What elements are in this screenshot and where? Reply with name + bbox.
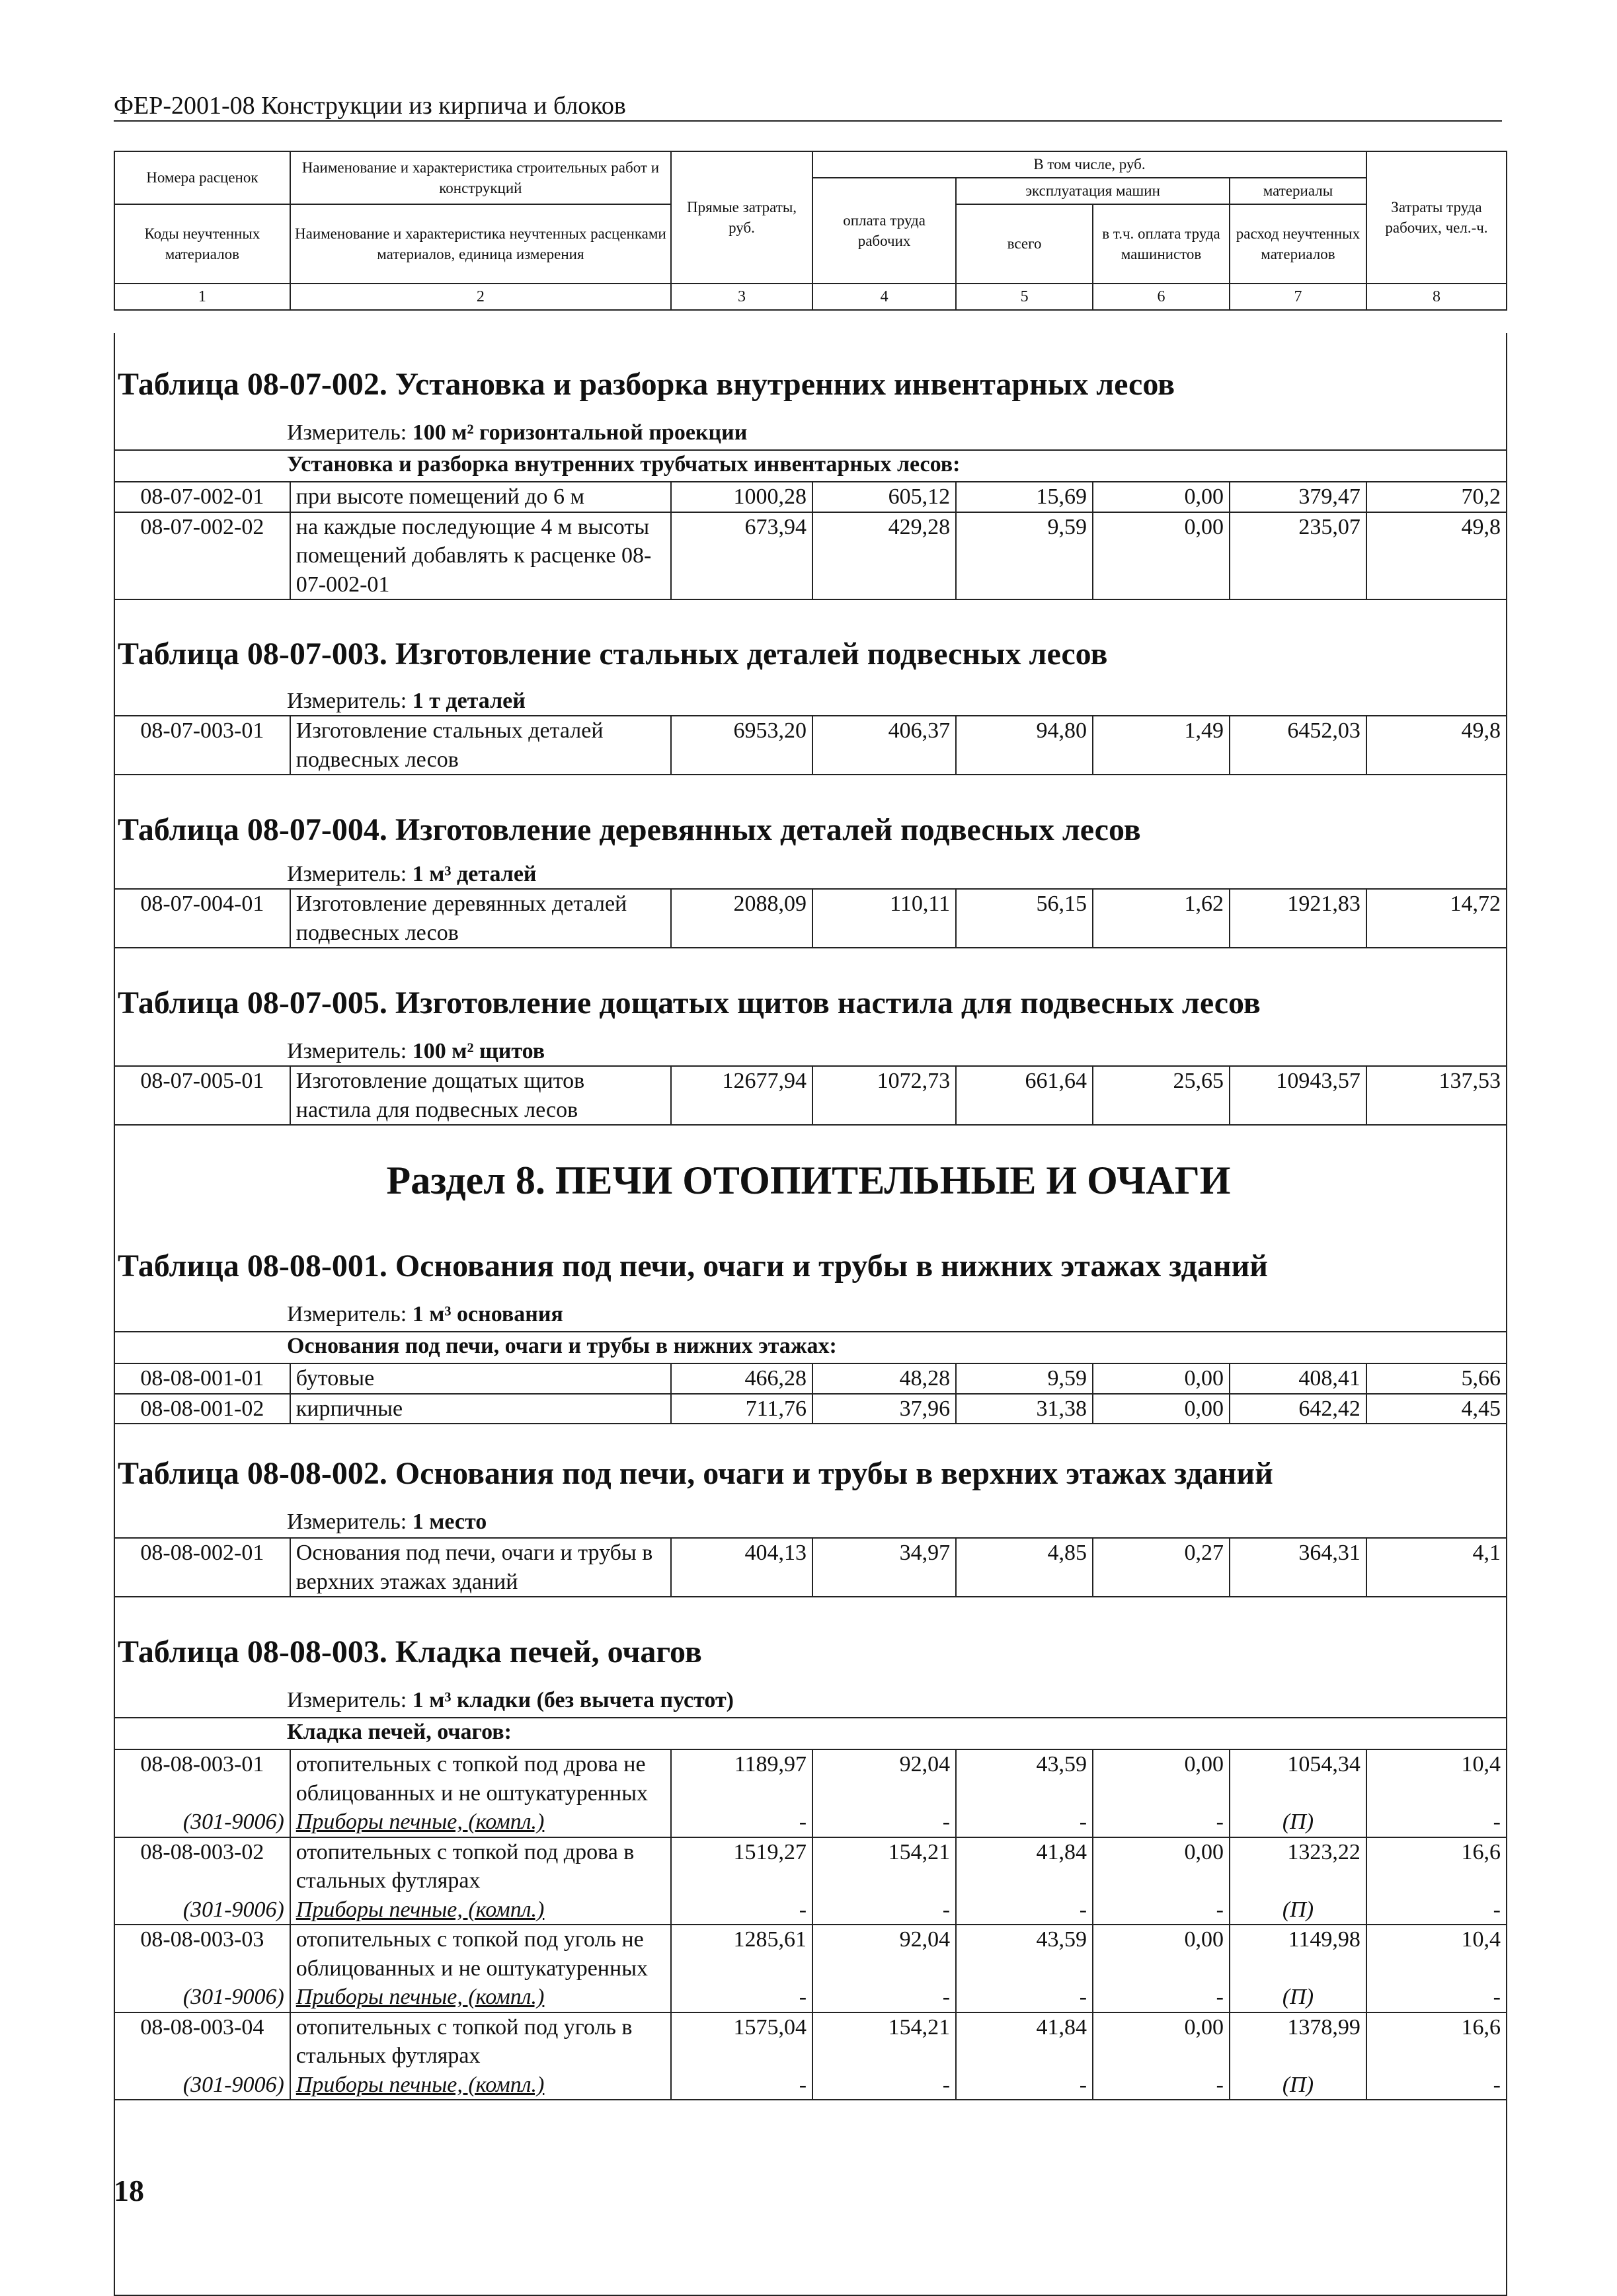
material-row [114,2071,1507,2100]
column-number: 2 [290,284,671,310]
material-value: - [1093,1895,1230,1925]
rate-row [114,1394,1507,1424]
meter-value: 1 м³ деталей [412,862,537,886]
material-value: - [1093,1808,1230,1837]
rate-value: 154,21 [812,2012,956,2071]
rate-value: 1519,27 [671,1837,812,1895]
rate-value: 43,59 [956,1749,1093,1808]
rate-value: 14,72 [1366,889,1507,948]
material-value: - [671,2071,812,2100]
rate-value: 37,96 [812,1394,956,1424]
rate-value: 0,00 [1093,1837,1230,1895]
rate-value: 41,84 [956,1837,1093,1895]
column-number: 7 [1230,284,1366,310]
rate-name: Основания под печи, очаги и трубы в верхних этажах зданий [290,1538,671,1597]
rate-value: 1000,28 [671,482,812,512]
rate-name: при высоте помещений до 6 м [290,482,671,512]
meter-label: Измеритель: [287,1302,407,1326]
rate-row [114,1363,1507,1394]
meter-label: Измеритель: [287,862,407,886]
rate-code: 08-08-001-02 [114,1394,290,1424]
rate-row [114,1837,1507,1895]
material-code: (301-9006) [114,2071,290,2100]
rate-value: 4,45 [1366,1394,1507,1424]
rates-table-08-08-001 [114,1363,1507,1424]
material-value: - [956,1983,1093,2012]
rate-value: 94,80 [956,716,1093,775]
meter-label: Измеритель: [287,1688,407,1712]
material-value: - [671,1895,812,1925]
rates-table-08-08-002 [114,1537,1507,1597]
column-number: 8 [1366,284,1507,310]
rate-value: 10943,57 [1230,1066,1366,1125]
rate-value: 16,6 [1366,2012,1507,2071]
material-code: (301-9006) [114,1808,290,1837]
material-value: - [1366,2071,1507,2100]
material-row [114,1895,1507,1925]
rate-name: отопительных с топкой под уголь не облицованных и не оштукатуренных [290,1925,671,1983]
meter-value: 1 м³ основания [412,1302,563,1326]
page-number: 18 [114,2174,144,2207]
rate-value: 1921,83 [1230,889,1366,948]
column-header-table [114,151,1507,311]
meter-value: 1 т деталей [412,689,526,713]
material-name [290,1983,671,2012]
table-title-08-07-004: Таблица 08-07-004. Изготовление деревянных деталей подвесных лесов [118,812,1141,847]
rate-value: 1378,99 [1230,2012,1366,2071]
table-title-08-08-003: Таблица 08-08-003. Кладка печей, очагов [118,1634,702,1669]
meter-08-07-005 [287,1039,545,1064]
meter-08-08-001 [287,1302,563,1327]
header-material-names: Наименование и характеристика неучтенных расценками материалов, единица измерения [290,204,671,284]
rate-value: 0,00 [1093,1925,1230,1983]
rate-value: 1575,04 [671,2012,812,2071]
rate-value: 10,4 [1366,1925,1507,1983]
rate-value: 0,00 [1093,1363,1230,1394]
material-value: - [1366,1983,1507,2012]
meter-value: 1 место [412,1510,487,1534]
meter-label: Измеритель: [287,420,407,445]
column-number: 5 [956,284,1093,310]
meter-value: 100 м² горизонтальной проекции [412,420,748,445]
rate-value: 110,11 [812,889,956,948]
rate-value: 379,47 [1230,482,1366,512]
material-code: (301-9006) [114,1895,290,1925]
rate-value: 48,28 [812,1363,956,1394]
rate-code: 08-07-002-01 [114,482,290,512]
rate-value: 1054,34 [1230,1749,1366,1808]
rate-value: 4,1 [1366,1538,1507,1597]
rate-value: 1072,73 [812,1066,956,1125]
rate-code: 08-08-003-03 [114,1925,290,1983]
meter-label: Измеритель: [287,689,407,713]
header-machines-total: всего [956,204,1093,284]
header-machinists-pay: в т.ч. оплата труда машинистов [1093,204,1230,284]
rate-value: 642,42 [1230,1394,1366,1424]
rate-value: 1285,61 [671,1925,812,1983]
rate-value: 0,00 [1093,482,1230,512]
header-material-codes: Коды неучтенных материалов [114,204,290,284]
section-heading: Раздел 8. ПЕЧИ ОТОПИТЕЛЬНЫЕ И ОЧАГИ [386,1159,1231,1202]
material-value: - [671,1808,812,1837]
rate-value: 70,2 [1366,482,1507,512]
material-name [290,1895,671,1925]
rate-value: 34,97 [812,1538,956,1597]
rate-name: бутовые [290,1363,671,1394]
material-value: - [812,1808,956,1837]
rate-code: 08-07-002-02 [114,512,290,600]
rate-row [114,482,1507,512]
rate-value: 6452,03 [1230,716,1366,775]
material-code: (301-9006) [114,1983,290,2012]
rate-value: 4,85 [956,1538,1093,1597]
rate-value: 1,49 [1093,716,1230,775]
table-title-08-07-003: Таблица 08-07-003. Изготовление стальных деталей подвесных лесов [118,636,1108,671]
rates-table-08-07-002 [114,481,1507,600]
column-number: 4 [812,284,956,310]
header-including: В том числе, руб. [812,151,1366,178]
rate-row [114,1538,1507,1597]
rate-value: 25,65 [1093,1066,1230,1125]
meter-08-07-002 [287,420,747,445]
table-title-08-07-005: Таблица 08-07-005. Изготовление дощатых щитов настила для подвесных лесов [118,985,1261,1020]
material-value: - [812,1895,956,1925]
meter-value: 100 м² щитов [412,1039,545,1063]
column-numbers-row [114,284,1507,310]
rate-code: 08-07-003-01 [114,716,290,775]
group-title-08-08-003: Кладка печей, очагов: [287,1720,512,1744]
rate-name: отопительных с топкой под дрова в стальных футлярах [290,1837,671,1895]
rate-name: Изготовление дощатых щитов настила для подвесных лесов [290,1066,671,1125]
material-name [290,1808,671,1837]
material-value: - [956,1895,1093,1925]
rate-value: 56,15 [956,889,1093,948]
rate-value: 137,53 [1366,1066,1507,1125]
rate-name: отопительных с топкой под уголь в стальных футлярах [290,2012,671,2071]
material-row [114,1808,1507,1837]
rate-row [114,512,1507,600]
rate-code: 08-08-002-01 [114,1538,290,1597]
header-labor-costs: Затраты труда рабочих, чел.-ч. [1366,151,1507,284]
material-value: (П) [1230,2071,1366,2100]
header-labor-pay: оплата труда рабочих [812,178,956,284]
material-value: (П) [1230,1895,1366,1925]
rate-value: 711,76 [671,1394,812,1424]
rate-value: 16,6 [1366,1837,1507,1895]
rates-table-08-08-003 [114,1749,1507,2100]
column-number: 3 [671,284,812,310]
rate-value: 9,59 [956,1363,1093,1394]
table-title-08-08-001: Таблица 08-08-001. Основания под печи, очаги и трубы в нижних этажах зданий [118,1248,1268,1283]
material-value: - [1093,2071,1230,2100]
rate-value: 466,28 [671,1363,812,1394]
meter-08-07-004 [287,862,537,887]
rate-code: 08-07-005-01 [114,1066,290,1125]
material-value: - [1366,1808,1507,1837]
material-name-text: Приборы печные, (компл.) [296,1985,545,2010]
rate-value: 12677,94 [671,1066,812,1125]
rate-row [114,716,1507,775]
rate-code: 08-07-004-01 [114,889,290,948]
column-number: 6 [1093,284,1230,310]
rate-value: 673,94 [671,512,812,600]
rate-value: 92,04 [812,1749,956,1808]
rate-value: 605,12 [812,482,956,512]
rate-value: 5,66 [1366,1363,1507,1394]
rate-value: 6953,20 [671,716,812,775]
rates-table-08-07-005 [114,1065,1507,1126]
running-head: ФЕР-2001-08 Конструкции из кирпича и блоков [114,92,626,120]
rate-value: 1323,22 [1230,1837,1366,1895]
rate-code: 08-08-001-01 [114,1363,290,1394]
rate-name: Изготовление стальных деталей подвесных лесов [290,716,671,775]
header-work-name: Наименование и характеристика строительных работ и конструкций [290,151,671,204]
material-value: - [812,2071,956,2100]
rate-value: 49,8 [1366,716,1507,775]
rate-value: 92,04 [812,1925,956,1983]
divider [114,1331,1507,1332]
rate-name: кирпичные [290,1394,671,1424]
rate-value: 2088,09 [671,889,812,948]
material-name-text: Приборы печные, (компл.) [296,1897,545,1922]
meter-08-08-002 [287,1510,487,1535]
rate-value: 406,37 [812,716,956,775]
rate-value: 41,84 [956,2012,1093,2071]
header-materials-consumption: расход неучтенных материалов [1230,204,1366,284]
rate-row [114,1925,1507,1983]
meter-08-07-003 [287,689,526,714]
rate-value: 1149,98 [1230,1925,1366,1983]
rate-code: 08-08-003-04 [114,2012,290,2071]
rate-value: 15,69 [956,482,1093,512]
rate-row [114,1066,1507,1125]
group-title-08-07-002: Установка и разборка внутренних трубчатых инвентарных лесов: [287,452,961,477]
rate-name: Изготовление деревянных деталей подвесных лесов [290,889,671,948]
material-value: (П) [1230,1983,1366,2012]
divider [114,449,1507,451]
material-name [290,2071,671,2100]
rate-row [114,2012,1507,2071]
divider [114,1717,1507,1718]
header-direct-costs: Прямые затраты, руб. [671,151,812,284]
rate-value: 0,00 [1093,1749,1230,1808]
rate-value: 0,00 [1093,1394,1230,1424]
rate-value: 235,07 [1230,512,1366,600]
rates-table-08-07-004 [114,888,1507,948]
table-title-08-07-002: Таблица 08-07-002. Установка и разборка внутренних инвентарных лесов [118,367,1175,402]
table-title-08-08-002: Таблица 08-08-002. Основания под печи, очаги и трубы в верхних этажах зданий [118,1456,1273,1491]
header-rate-numbers: Номера расценок [114,151,290,204]
rate-code: 08-08-003-02 [114,1837,290,1895]
rate-value: 0,00 [1093,512,1230,600]
material-value: - [1366,1895,1507,1925]
rate-value: 9,59 [956,512,1093,600]
rate-name: отопительных с топкой под дрова не облицованных и не оштукатуренных [290,1749,671,1808]
material-row [114,1983,1507,2012]
rate-value: 404,13 [671,1538,812,1597]
rate-value: 10,4 [1366,1749,1507,1808]
rate-value: 31,38 [956,1394,1093,1424]
rate-value: 0,00 [1093,2012,1230,2071]
meter-label: Измеритель: [287,1510,407,1534]
rate-value: 43,59 [956,1925,1093,1983]
rate-code: 08-08-003-01 [114,1749,290,1808]
rate-value: 661,64 [956,1066,1093,1125]
group-title-08-08-001: Основания под печи, очаги и трубы в нижних этажах: [287,1334,837,1358]
rate-value: 0,27 [1093,1538,1230,1597]
meter-label: Измеритель: [287,1039,407,1063]
material-value: - [671,1983,812,2012]
rate-value: 1,62 [1093,889,1230,948]
rates-table-08-07-003 [114,715,1507,775]
rate-name: на каждые последующие 4 м высоты помещений добавлять к расценке 08-07-002-01 [290,512,671,600]
running-head-rule [114,120,1502,122]
material-value: - [956,2071,1093,2100]
rate-value: 49,8 [1366,512,1507,600]
material-value: - [812,1983,956,2012]
meter-value: 1 м³ кладки (без вычета пустот) [412,1688,734,1712]
header-materials: материалы [1230,178,1366,204]
material-value: - [1093,1983,1230,2012]
rate-value: 429,28 [812,512,956,600]
column-number: 1 [114,284,290,310]
rate-value: 408,41 [1230,1363,1366,1394]
material-value: (П) [1230,1808,1366,1837]
rate-value: 1189,97 [671,1749,812,1808]
material-name-text: Приборы печные, (компл.) [296,2072,545,2097]
meter-08-08-003 [287,1688,734,1713]
header-machines: эксплуатация машин [956,178,1230,204]
material-value: - [956,1808,1093,1837]
rate-row [114,1749,1507,1808]
rate-value: 364,31 [1230,1538,1366,1597]
material-name-text: Приборы печные, (компл.) [296,1810,545,1835]
rate-value: 154,21 [812,1837,956,1895]
rate-row [114,889,1507,948]
